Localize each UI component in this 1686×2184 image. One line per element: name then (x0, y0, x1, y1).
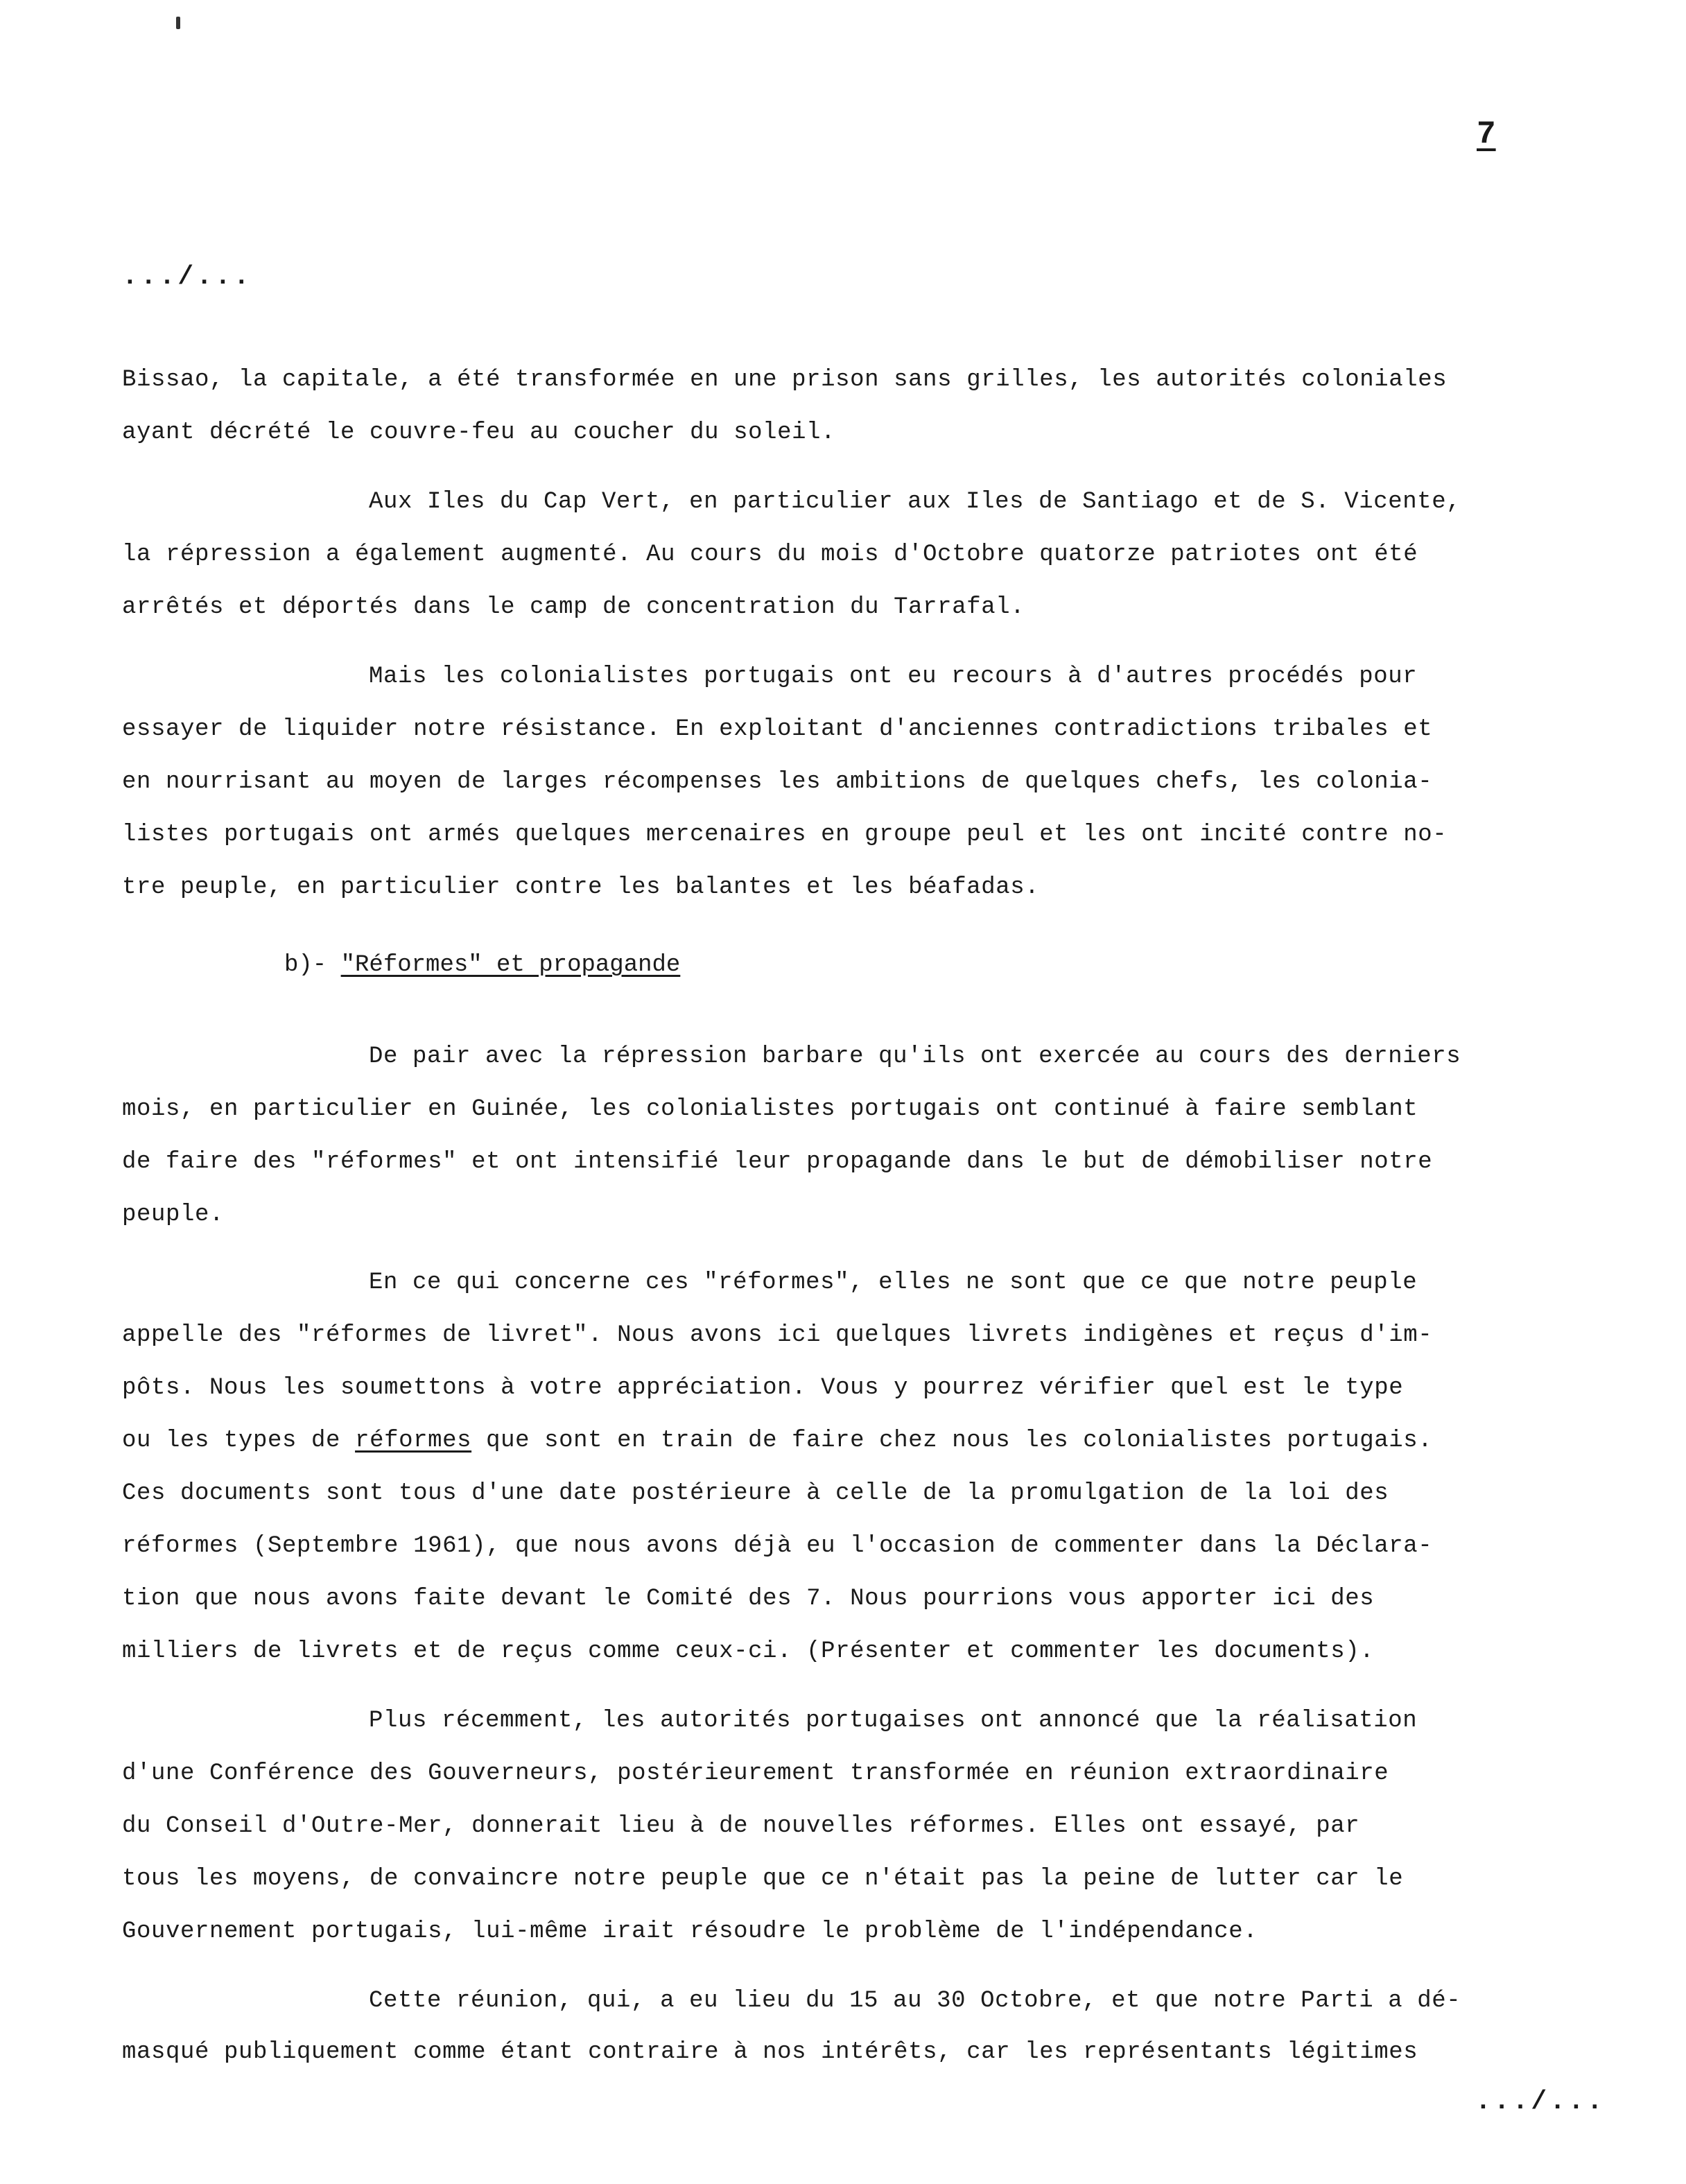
paragraph-line: tous les moyens, de convaincre notre peuple que ce n'était pas la peine de lutter car le (122, 1866, 1404, 1892)
paragraph-line: Gouvernement portugais, lui-même irait résoudre le problème de l'indépendance. (122, 1918, 1258, 1945)
section-heading-title: "Réformes" et propagande (340, 952, 681, 978)
paragraph-line: la répression a également augmenté. Au cours du mois d'Octobre quatorze patriotes ont été (122, 541, 1418, 568)
continuation-marker-top: .../... (122, 262, 252, 292)
paragraph-line: arrêtés et déportés dans le camp de concentration du Tarrafal. (122, 594, 1025, 621)
paragraph-line: Bissao, la capitale, a été transformée en une prison sans grilles, les autorités coloniales (122, 367, 1448, 393)
section-heading (284, 951, 680, 979)
paragraph-line: peuple. (122, 1202, 225, 1228)
paragraph-line: de faire des "réformes" et ont intensifié leur propagande dans le but de démobiliser notre (122, 1149, 1433, 1175)
paragraph-line: réformes (Septembre 1961), que nous avons déjà eu l'occasion de commenter dans la Déclara- (122, 1533, 1433, 1559)
paragraph-line: du Conseil d'Outre-Mer, donnerait lieu à de nouvelles réformes. Elles ont essayé, par (122, 1813, 1360, 1839)
paragraph-line: milliers de livrets et de reçus comme ceux-ci. (Présenter et commenter les documents). (122, 1638, 1375, 1665)
paragraph-line-end: que sont en train de faire chez nous les colonialistes portugais. (471, 1428, 1433, 1454)
page-number: 7 (1477, 116, 1496, 153)
paragraph-line: essayer de liquider notre résistance. En exploitant d'anciennes contradictions tribales et (122, 716, 1433, 743)
paragraph-line: ayant décrété le couvre-feu au coucher du soleil. (122, 419, 836, 446)
paragraph-line (122, 1427, 1432, 1455)
paragraph-line: tion que nous avons faite devant le Comité des 7. Nous pourrions vous apporter ici des (122, 1586, 1375, 1612)
paragraph-line: Mais les colonialistes portugais ont eu recours à d'autres procédés pour (369, 664, 1418, 690)
paragraph-line: Ces documents sont tous d'une date postérieure à celle de la promulgation de la loi des (122, 1480, 1389, 1507)
paragraph-line-start: ou les types de (122, 1428, 356, 1454)
paragraph-line: Aux Iles du Cap Vert, en particulier aux Iles de Santiago et de S. Vicente, (369, 489, 1461, 515)
paragraph-line: mois, en particulier en Guinée, les colonialistes portugais ont continué à faire semblant (122, 1096, 1418, 1123)
scan-mark (176, 17, 180, 29)
paragraph-line: Cette réunion, qui, a eu lieu du 15 au 30 Octobre, et que notre Parti a dé- (369, 1988, 1461, 2014)
paragraph-line: En ce qui concerne ces "réformes", elles ne sont que ce que notre peuple (369, 1269, 1418, 1296)
paragraph-line: en nourrisant au moyen de larges récompenses les ambitions de quelques chefs, les colonia- (122, 769, 1433, 795)
paragraph-line: De pair avec la répression barbare qu'ils ont exercée au cours des derniers (369, 1043, 1461, 1070)
paragraph-line: listes portugais ont armés quelques mercenaires en groupe peul et les ont incité contre no- (122, 822, 1448, 848)
paragraph-line: pôts. Nous les soumettons à votre appréciation. Vous y pourrez vérifier quel est le type (122, 1375, 1404, 1401)
section-heading-prefix: b)- (284, 952, 341, 978)
paragraph-line: d'une Conférence des Gouverneurs, postérieurement transformée en réunion extraordinaire (122, 1760, 1389, 1787)
underlined-word: réformes (355, 1428, 472, 1454)
paragraph-line: appelle des "réformes de livret". Nous avons ici quelques livrets indigènes et reçus d'im- (122, 1322, 1433, 1349)
continuation-marker-bottom: .../... (1475, 2087, 1606, 2117)
paragraph-line: tre peuple, en particulier contre les balantes et les béafadas. (122, 874, 1040, 901)
paragraph-line: masqué publiquement comme étant contraire à nos intérêts, car les représentants légitimes (122, 2039, 1418, 2065)
paragraph-line: Plus récemment, les autorités portugaises ont annoncé que la réalisation (369, 1708, 1418, 1734)
